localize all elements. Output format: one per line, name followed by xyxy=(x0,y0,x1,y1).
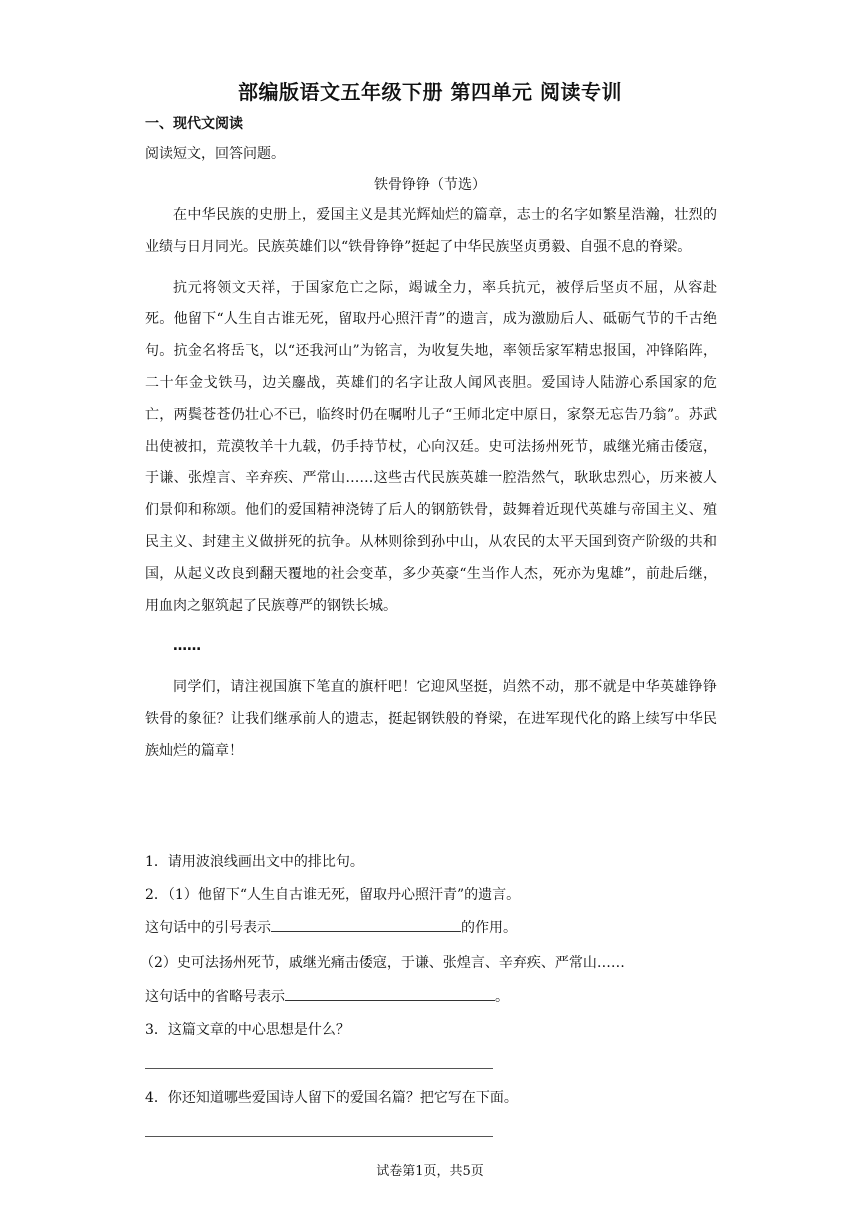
question-3: 3．这篇文章的中心思想是什么？ xyxy=(145,1022,350,1038)
answer-line-question-3[interactable] xyxy=(145,1068,493,1069)
question-2-part-1-prompt xyxy=(145,917,517,937)
page-footer: 试卷第1页，共5页 xyxy=(376,1164,484,1179)
page-title: 部编版语文五年级下册 第四单元 阅读专训 xyxy=(238,80,622,104)
prompt-text: 。 xyxy=(495,989,509,1005)
prompt-text: 这句话中的引号表示 xyxy=(145,920,271,936)
passage-paragraph: 在中华民族的史册上，爱国主义是其光辉灿烂的篇章，志士的名字如繁星浩瀚，壮烈的业绩与日月同光。民族英雄们以“铁骨铮铮”挺起了中华民族坚贞勇毅、自强不息的脊梁。 xyxy=(145,207,717,255)
reading-instruction: 阅读短文，回答问题。 xyxy=(145,146,285,162)
section-heading: 一、现代文阅读 xyxy=(145,116,243,132)
prompt-text: 这句话中的省略号表示 xyxy=(145,989,285,1005)
question-2-part-2: （2）史可法扬州死节，戚继光痛击倭寇，于谦、张煌言、辛弃疾、严常山…… xyxy=(140,955,625,971)
prompt-text: 的作用。 xyxy=(461,920,517,936)
passage-paragraph: 同学们，请注视国旗下笔直的旗杆吧！它迎风坚挺，岿然不动，那不就是中华英雄铮铮铁骨的象征？让我们继承前人的遗志，挺起钢铁般的脊梁，在进军现代化的路上续写中华民族灿烂的篇章！ xyxy=(145,679,717,759)
passage-paragraph: 抗元将领文天祥，于国家危亡之际，竭诚全力，率兵抗元，被俘后坚贞不屈，从容赴死。他留下“人生自古谁无死，留取丹心照汗青”的遗言，成为激励后人、砥砺气节的千古绝句。抗金名将岳飞，以“还我河山”为铭言，为收复失地，率领岳家军精忠报国，冲锋陷阵，二十年金戈铁马，边关鏖战，英雄们的名字让敌人闻风丧胆。爱国诗人陆游心系国家的危亡，两鬓苍苍仍壮心不已，临终时仍在嘱咐儿子“王师北定中原日，家祭无忘告乃翁”。苏武出使被扣，荒漠牧羊十九载，仍手持节杖，心向汉廷。史可法扬州死节，戚继光痛击倭寇，于谦、张煌言、辛弃疾、严常山……这些古代民族英雄一腔浩然气，耿耿忠烈心，历来被人们景仰和称颂。他们的爱国精神浇铸了后人的钢筋铁骨，鼓舞着近现代英雄与帝国主义、殖民主义、封建主义做拼死的抗争。从林则徐到孙中山，从农民的太平天国到资产阶级的共和国，从起义改良到翻天覆地的社会变革，多少英豪“生当作人杰，死亦为鬼雄”，前赴后继，用血肉之躯筑起了民族尊严的钢铁长城。 xyxy=(145,279,717,614)
question-2-part-1: 2．（1）他留下“人生自古谁无死，留取丹心照汗青”的遗言。 xyxy=(145,887,521,903)
question-1: 1．请用波浪线画出文中的排比句。 xyxy=(145,854,364,870)
passage-title: 铁骨铮铮（节选） xyxy=(374,177,486,193)
answer-blank[interactable] xyxy=(271,917,461,932)
question-2-part-2-prompt xyxy=(145,986,509,1006)
passage-ellipsis: …… xyxy=(173,638,201,655)
question-4: 4．你还知道哪些爱国诗人留下的爱国名篇？把它写在下面。 xyxy=(145,1090,518,1106)
answer-blank[interactable] xyxy=(285,986,495,1001)
passage-body xyxy=(145,200,717,777)
answer-line-question-4[interactable] xyxy=(145,1136,493,1137)
